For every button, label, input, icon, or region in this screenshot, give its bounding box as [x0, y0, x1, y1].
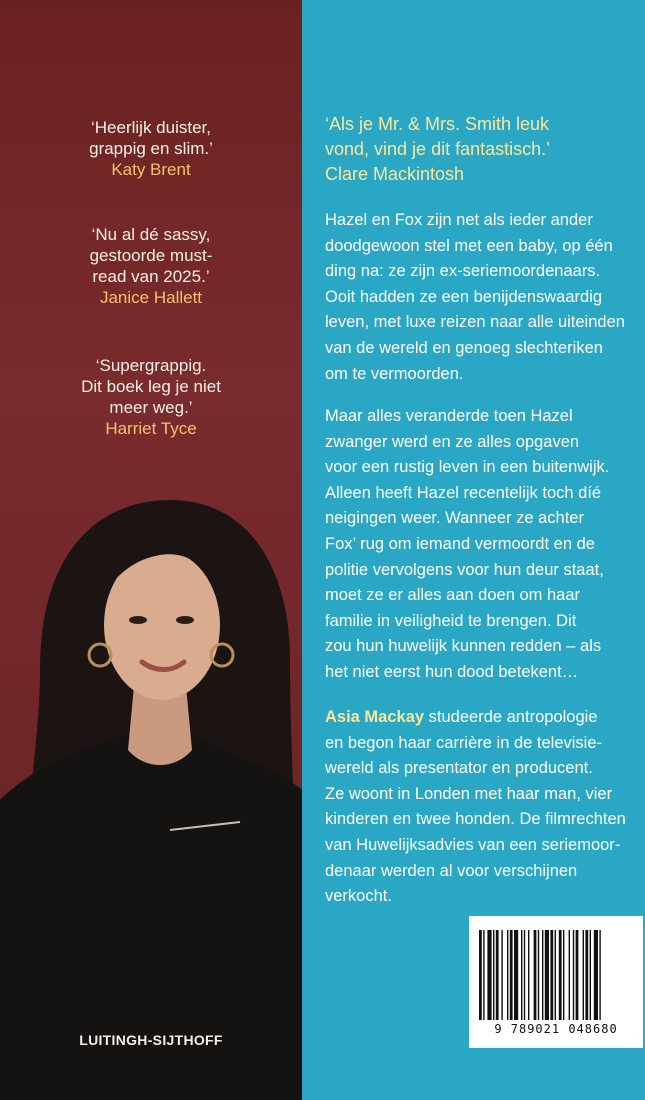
- quote-harriet-tyce: [0, 355, 302, 439]
- quote-line: grappig en slim.’: [89, 139, 213, 158]
- barcode-bar: [599, 930, 600, 1020]
- barcode-bar: [563, 930, 564, 1020]
- eye-right: [176, 616, 194, 624]
- blurb-line: Ooit hadden ze een benijdenswaardig: [325, 287, 603, 306]
- quote-author: Katy Brent: [111, 160, 191, 179]
- blurb-line: voor een rustig leven in een buitenwijk.: [325, 458, 610, 477]
- barcode-bar: [514, 930, 518, 1020]
- barcode-bar: [550, 930, 553, 1020]
- head-quote-line: vond, vind je dit fantastisch.’: [325, 139, 551, 159]
- barcode-bar: [496, 930, 499, 1020]
- quote-line: Dit boek leg je niet: [81, 377, 221, 396]
- eye-left: [129, 616, 147, 624]
- blurb-line: Maar alles veranderde toen Hazel: [325, 407, 573, 425]
- blurb-paragraph-2: [325, 404, 635, 686]
- isbn-number: 9 789021 048680: [494, 1022, 618, 1036]
- barcode-bar: [590, 930, 591, 1020]
- barcode-bar: [576, 930, 579, 1020]
- quote-line: ‘Supergrappig.: [95, 356, 207, 375]
- barcode-bar: [555, 930, 556, 1020]
- barcode-bar: [559, 930, 562, 1020]
- blurb-line: om te vermoorden.: [325, 364, 464, 383]
- barcode-icon: [479, 930, 633, 1020]
- barcode-bar: [510, 930, 513, 1020]
- bio-line: Ze woont in Londen met haar man, vier: [325, 784, 613, 803]
- blurb-line: Hazel en Fox zijn net als ieder ander: [325, 211, 593, 229]
- quote-author: Harriet Tyce: [105, 419, 197, 438]
- bio-author-name: Asia Mackay: [325, 708, 425, 726]
- blurb-line: zwanger werd en ze alles opgaven: [325, 432, 580, 451]
- barcode-bar: [545, 930, 549, 1020]
- barcode-bar: [501, 930, 502, 1020]
- bio-line: denaar werden al voor verschijnen: [325, 861, 578, 880]
- author-portrait: [0, 470, 302, 1100]
- bio-first-line-rest: studeerde antropologie: [424, 708, 598, 726]
- blurb-line: doodgewoon stel met een baby, op één: [325, 236, 613, 255]
- quote-line: gestoorde must-: [89, 246, 213, 265]
- bio-first-line: [325, 705, 635, 731]
- head-quote-author: Clare Mackintosh: [325, 164, 465, 184]
- barcode-bar: [583, 930, 584, 1020]
- blurb-line: het niet eerst hun dood betekent…: [325, 662, 579, 681]
- bio-line: van Huwelijksadvies van een seriemoor-: [325, 835, 621, 854]
- quote-line: ‘Heerlijk duister,: [91, 118, 211, 137]
- blurb-line: politie vervolgens voor hun deur staat,: [325, 560, 604, 579]
- blurb-paragraph-1: [325, 208, 635, 387]
- blurb-line: familie in veiligheid te brengen. Dit: [325, 611, 577, 630]
- head-quote-line: ‘Als je Mr. & Mrs. Smith leuk: [325, 114, 550, 134]
- quote-janice-hallett: [0, 224, 302, 308]
- barcode-bar: [585, 930, 588, 1020]
- quote-author: Janice Hallett: [99, 288, 203, 307]
- barcode-box: [469, 916, 643, 1048]
- barcode-bar: [483, 930, 484, 1020]
- barcode-bar: [573, 930, 574, 1020]
- barcode-bar: [534, 930, 537, 1020]
- barcode-bar: [524, 930, 525, 1020]
- barcode-bar: [479, 930, 482, 1020]
- bio-line: wereld als presentator en producent.: [325, 759, 593, 778]
- blurb-line: zou hun huwelijk kunnen redden – als: [325, 637, 602, 656]
- barcode-bar: [538, 930, 539, 1020]
- publisher-logo: LUITINGH-SIJTHOFF: [79, 1032, 223, 1048]
- blurb-line: moet ze er alles aan doen om haar: [325, 586, 580, 605]
- barcode-bar: [487, 930, 491, 1020]
- quote-line: meer weg.’: [109, 398, 193, 417]
- barcode-bar: [594, 930, 598, 1020]
- barcode-bar: [521, 930, 522, 1020]
- quote-line: read van 2025.’: [92, 267, 210, 286]
- barcode-bar: [569, 930, 570, 1020]
- barcode-bar: [542, 930, 543, 1020]
- barcode-bar: [528, 930, 529, 1020]
- blurb-line: Fox’ rug om iemand vermoordt en de: [325, 534, 595, 553]
- barcode-bar: [493, 930, 494, 1020]
- author-bio: [325, 705, 635, 910]
- blurb-line: ding na: ze zijn ex-seriemoordenaars.: [325, 262, 601, 281]
- bio-line: verkocht.: [325, 887, 392, 906]
- barcode-bar: [507, 930, 508, 1020]
- bio-line: kinderen en twee honden. De filmrechten: [325, 810, 626, 829]
- quote-katy-brent: [0, 117, 302, 180]
- blurb-line: van de wereld en genoeg slechteriken: [325, 338, 603, 357]
- quote-line: ‘Nu al dé sassy,: [91, 225, 211, 244]
- head-quote: [325, 112, 635, 187]
- blurb-line: Alleen heeft Hazel recentelijk toch díé: [325, 483, 602, 502]
- blurb-line: leven, met luxe reizen naar alle uiteinden: [325, 313, 625, 332]
- bio-line: en begon haar carrière in de televisie-: [325, 733, 602, 752]
- blurb-line: neigingen weer. Wanneer ze achter: [325, 509, 584, 528]
- left-panel: [0, 0, 302, 1100]
